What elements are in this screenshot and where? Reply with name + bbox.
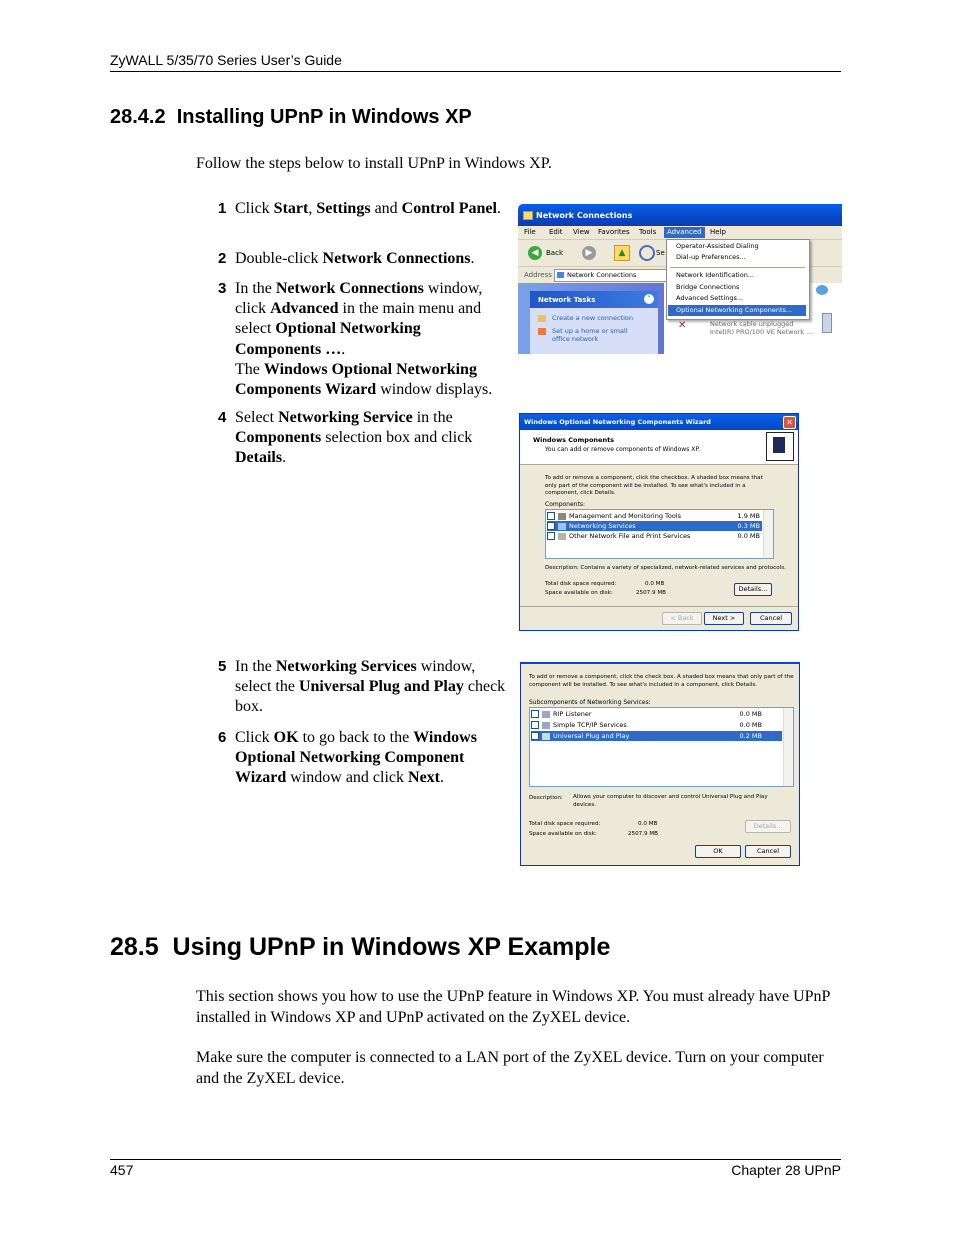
bold-term: Networking Services <box>275 658 417 675</box>
home-network-icon <box>538 328 546 335</box>
step-number: 1 <box>218 200 227 217</box>
description-label: Description: <box>529 795 563 801</box>
components-label: Components: <box>545 501 585 508</box>
component-size: 1.9 MB <box>737 512 760 520</box>
step-text-segment: . <box>496 200 501 217</box>
service-size: 0.0 MB <box>739 721 762 729</box>
step-text-segment: Double-click <box>235 250 323 267</box>
checkbox[interactable] <box>547 512 555 520</box>
network-service-icon <box>542 722 550 729</box>
wizard-heading: Windows Components <box>533 436 615 444</box>
step-number: 4 <box>218 409 227 426</box>
network-service-icon <box>542 711 550 718</box>
list-scrollbar[interactable] <box>783 708 793 786</box>
services-description: To add or remove a component, click the check box. A shaded box means that only part of the component will be installed. To see what's included in a component, click Details. <box>529 674 794 688</box>
cancel-button[interactable]: Cancel <box>750 612 792 625</box>
step-6 <box>218 728 513 789</box>
step-text-segment: window, click <box>235 280 483 318</box>
search-label[interactable]: Se <box>656 249 665 257</box>
networking-services-screenshot <box>520 662 800 866</box>
service-name: Universal Plug and Play <box>553 732 630 740</box>
menu-separator <box>670 267 805 268</box>
step-text-segment: The <box>235 360 260 378</box>
subcomponents-label: Subcomponents of Networking Services: <box>529 699 651 706</box>
components-wizard-screenshot <box>519 413 799 631</box>
network-icon <box>557 272 564 278</box>
bold-term: Networking Service <box>278 409 413 426</box>
total-space-label: Total disk space required: <box>529 821 601 827</box>
menu-item-network-identification[interactable]: Network Identification... <box>676 271 755 279</box>
close-icon[interactable]: ✕ <box>783 416 796 429</box>
step-4 <box>218 408 513 469</box>
task-create-connection[interactable]: Create a new connection <box>552 314 634 322</box>
step-text-segment: . <box>470 250 475 267</box>
step-text-segment: . <box>341 340 346 358</box>
service-description: Allows your computer to discover and control Universal Plug and Play devices. <box>573 794 768 808</box>
section-heading-28-5: 28.5 Using UPnP in Windows XP Example <box>110 933 611 961</box>
step-text-segment: Click <box>235 200 274 217</box>
search-icon[interactable] <box>639 245 655 261</box>
task-home-network[interactable]: Set up a home or small <box>552 327 628 335</box>
service-size: 0.0 MB <box>739 710 762 718</box>
step-text-segment: and <box>370 200 402 217</box>
component-description: Description: Contains a variety of specialized, network-related services and protocols. <box>545 565 786 571</box>
wizard-subheading: You can add or remove components of Windows XP. <box>545 446 700 453</box>
next-button[interactable]: Next > <box>704 612 744 625</box>
bold-term: Advanced <box>270 300 339 318</box>
step-2 <box>218 249 518 269</box>
step-text-segment: . <box>440 769 444 787</box>
step-3 <box>218 279 518 400</box>
checkbox[interactable] <box>531 721 539 729</box>
section-paragraph-2: Make sure the computer is connected to a LAN port of the ZyXEL device. Turn on your computer and the ZyXEL device. <box>196 1049 824 1087</box>
step-text-segment: in the main menu and select <box>235 300 482 338</box>
intro-text: Follow the steps below to install UPnP in Windows XP. <box>196 155 552 172</box>
wizard-graphic-icon <box>766 432 794 461</box>
component-name: Management and Monitoring Tools <box>569 512 682 520</box>
section-paragraph-1: This section shows you how to use the UPnP feature in Windows XP. You must already have UPnP installed in Windows XP and UPnP activated on the ZyXEL device. <box>196 988 830 1026</box>
step-text-segment: window displays. <box>376 381 493 399</box>
checkbox[interactable] <box>547 522 555 530</box>
page-number: 457 <box>110 1162 134 1178</box>
bold-term: Network Connections <box>322 250 471 267</box>
back-arrow-icon[interactable]: ◀ <box>528 246 542 260</box>
footer-rule <box>110 1159 841 1160</box>
step-text-segment: in the <box>412 409 453 426</box>
step-text-segment: check box. <box>235 678 506 716</box>
ok-button[interactable]: OK <box>695 845 741 858</box>
details-button[interactable]: Details... <box>745 820 791 833</box>
address-label: Address <box>524 271 552 279</box>
bold-term: Components <box>235 429 322 447</box>
component-name: Other Network File and Print Services <box>569 532 691 540</box>
step-text-segment: In the <box>235 280 276 297</box>
network-tasks-panel <box>530 291 658 354</box>
menu-item-advanced-settings[interactable]: Advanced Settings... <box>676 294 744 302</box>
step-text-segment: . <box>282 449 287 467</box>
bold-term: Windows Optional Networking Component Wizard <box>235 729 477 787</box>
menu-edit[interactable]: Edit <box>549 228 563 236</box>
step-text-segment: window, select the <box>235 658 476 696</box>
menu-item-optional-components-label: Optional Networking Components... <box>676 306 793 314</box>
chapter-label: Chapter 28 UPnP <box>731 1162 841 1178</box>
advanced-dropdown-menu <box>666 239 810 320</box>
menu-item-optional-components[interactable] <box>668 305 806 316</box>
menu-item-operator-dialing[interactable]: Operator-Assisted Dialing <box>676 242 759 250</box>
window-title-bar <box>518 204 842 226</box>
service-row-universal-plug-and-play[interactable] <box>531 731 782 741</box>
wizard-description: To add or remove a component, click the checkbox. A shaded box means that only part of the component will be installed. To see what's included in a component, click Details. <box>545 475 763 496</box>
bold-term: Network Connections <box>275 280 424 297</box>
task-home-network-line2[interactable]: office network <box>552 335 599 343</box>
available-space-label: Space available on disk: <box>529 831 597 837</box>
wizard-title: Windows Optional Networking Components Wizard <box>524 418 711 426</box>
wizard-header <box>520 430 798 465</box>
bold-term: Start <box>273 200 309 217</box>
network-services-icon <box>558 523 566 530</box>
total-space-value: 0.0 MB <box>638 821 658 827</box>
printer-icon <box>558 533 566 540</box>
network-service-icon <box>542 733 550 740</box>
component-row-networking-services[interactable] <box>547 521 762 531</box>
service-name: RIP Listener <box>553 710 592 718</box>
bold-term: Windows Optional Networking Components Wizard <box>235 360 477 399</box>
step-1 <box>218 199 518 219</box>
step-number: 5 <box>218 658 227 675</box>
step-text-segment: In the <box>235 658 276 675</box>
computer-icon <box>822 313 832 333</box>
service-size: 0.2 MB <box>739 732 762 740</box>
menu-item-bridge-connections[interactable]: Bridge Connections <box>676 283 740 291</box>
cancel-button[interactable]: Cancel <box>745 845 791 858</box>
section-heading-28-4-2: 28.4.2 Installing UPnP in Windows XP <box>110 106 472 128</box>
menu-tools[interactable]: Tools <box>639 228 657 236</box>
menu-bar <box>518 226 842 240</box>
step-text <box>235 199 518 219</box>
details-button[interactable]: Details... <box>734 583 772 596</box>
new-connection-icon <box>538 315 546 322</box>
total-space-label: Total disk space required: <box>545 581 617 587</box>
menu-advanced[interactable]: Advanced <box>664 227 705 238</box>
available-space-label: Space available on disk: <box>545 590 613 596</box>
forward-arrow-icon[interactable]: ▶ <box>582 246 596 260</box>
step-text <box>235 279 503 400</box>
globe-icon <box>816 285 828 295</box>
header-rule <box>110 71 841 72</box>
address-field[interactable] <box>554 269 671 282</box>
bold-term: Control Panel <box>401 200 497 217</box>
step-text-segment: , <box>308 200 317 217</box>
step-text-segment: to go back to the <box>298 729 414 746</box>
connection-status: Network cable unplugged <box>710 320 794 328</box>
bold-term: Settings <box>316 200 371 217</box>
step-text-segment: Select <box>235 409 279 426</box>
back-label[interactable]: Back <box>546 249 563 257</box>
connection-adapter: Intel(R) PRO/100 VE Network ... <box>710 328 813 336</box>
step-text-segment: Click <box>235 729 274 746</box>
menu-item-dialup-preferences[interactable]: Dial-up Preferences... <box>676 253 746 261</box>
wizard-footer-rule <box>520 606 798 607</box>
bold-term: Optional Networking Components … <box>235 320 421 358</box>
available-space-value: 2507.9 MB <box>636 590 667 596</box>
step-text <box>235 728 513 789</box>
component-row-other-network[interactable] <box>547 531 762 541</box>
bold-term: Details <box>235 449 283 467</box>
step-text <box>235 249 518 269</box>
checkbox[interactable] <box>531 732 539 740</box>
disconnected-x-icon: ✕ <box>678 320 687 331</box>
component-name: Networking Services <box>569 522 636 530</box>
step-5 <box>218 657 513 718</box>
back-button[interactable]: < Back <box>662 612 702 625</box>
menu-file[interactable]: File <box>524 228 536 236</box>
component-size: 0.0 MB <box>737 532 760 540</box>
bold-term: Next <box>408 769 440 787</box>
step-text-segment: selection box and click <box>321 429 473 447</box>
step-number: 3 <box>218 280 227 297</box>
network-tasks-header <box>530 291 658 308</box>
step-number: 6 <box>218 729 227 746</box>
window-title: Network Connections <box>536 211 633 220</box>
step-text <box>235 408 513 469</box>
total-space-value: 0.0 MB <box>645 581 665 587</box>
checkbox[interactable] <box>547 532 555 540</box>
bold-term: Universal Plug and Play <box>298 678 464 696</box>
component-row-management[interactable] <box>547 511 762 521</box>
network-connections-screenshot <box>518 204 842 354</box>
wizard-title-bar <box>520 414 798 430</box>
component-size: 0.3 MB <box>737 522 760 530</box>
collapse-chevron-icon[interactable]: ˄ <box>644 294 654 304</box>
running-header: ZyWALL 5/35/70 Series User’s Guide <box>110 52 342 68</box>
address-value: Network Connections <box>567 271 637 279</box>
network-folder-icon <box>523 211 533 220</box>
up-folder-icon[interactable]: ▲ <box>614 245 630 261</box>
available-space-value: 2507.9 MB <box>628 831 659 837</box>
network-tasks-title: Network Tasks <box>538 296 596 304</box>
bold-term: OK <box>273 729 299 746</box>
step-number: 2 <box>218 250 227 267</box>
step-text-segment: window and click <box>286 769 409 787</box>
menu-favorites[interactable]: Favorites <box>598 228 630 236</box>
service-name: Simple TCP/IP Services <box>553 721 627 729</box>
service-row-simple-tcpip[interactable] <box>531 720 782 730</box>
subcomponents-list[interactable] <box>529 707 794 787</box>
tools-icon <box>558 513 566 520</box>
menu-help[interactable]: Help <box>710 228 726 236</box>
service-row-rip-listener[interactable] <box>531 709 782 719</box>
components-list[interactable] <box>545 509 774 559</box>
menu-view[interactable]: View <box>573 228 590 236</box>
list-scrollbar[interactable] <box>763 510 773 558</box>
step-text <box>235 657 513 718</box>
checkbox[interactable] <box>531 710 539 718</box>
left-task-pane <box>518 283 664 354</box>
